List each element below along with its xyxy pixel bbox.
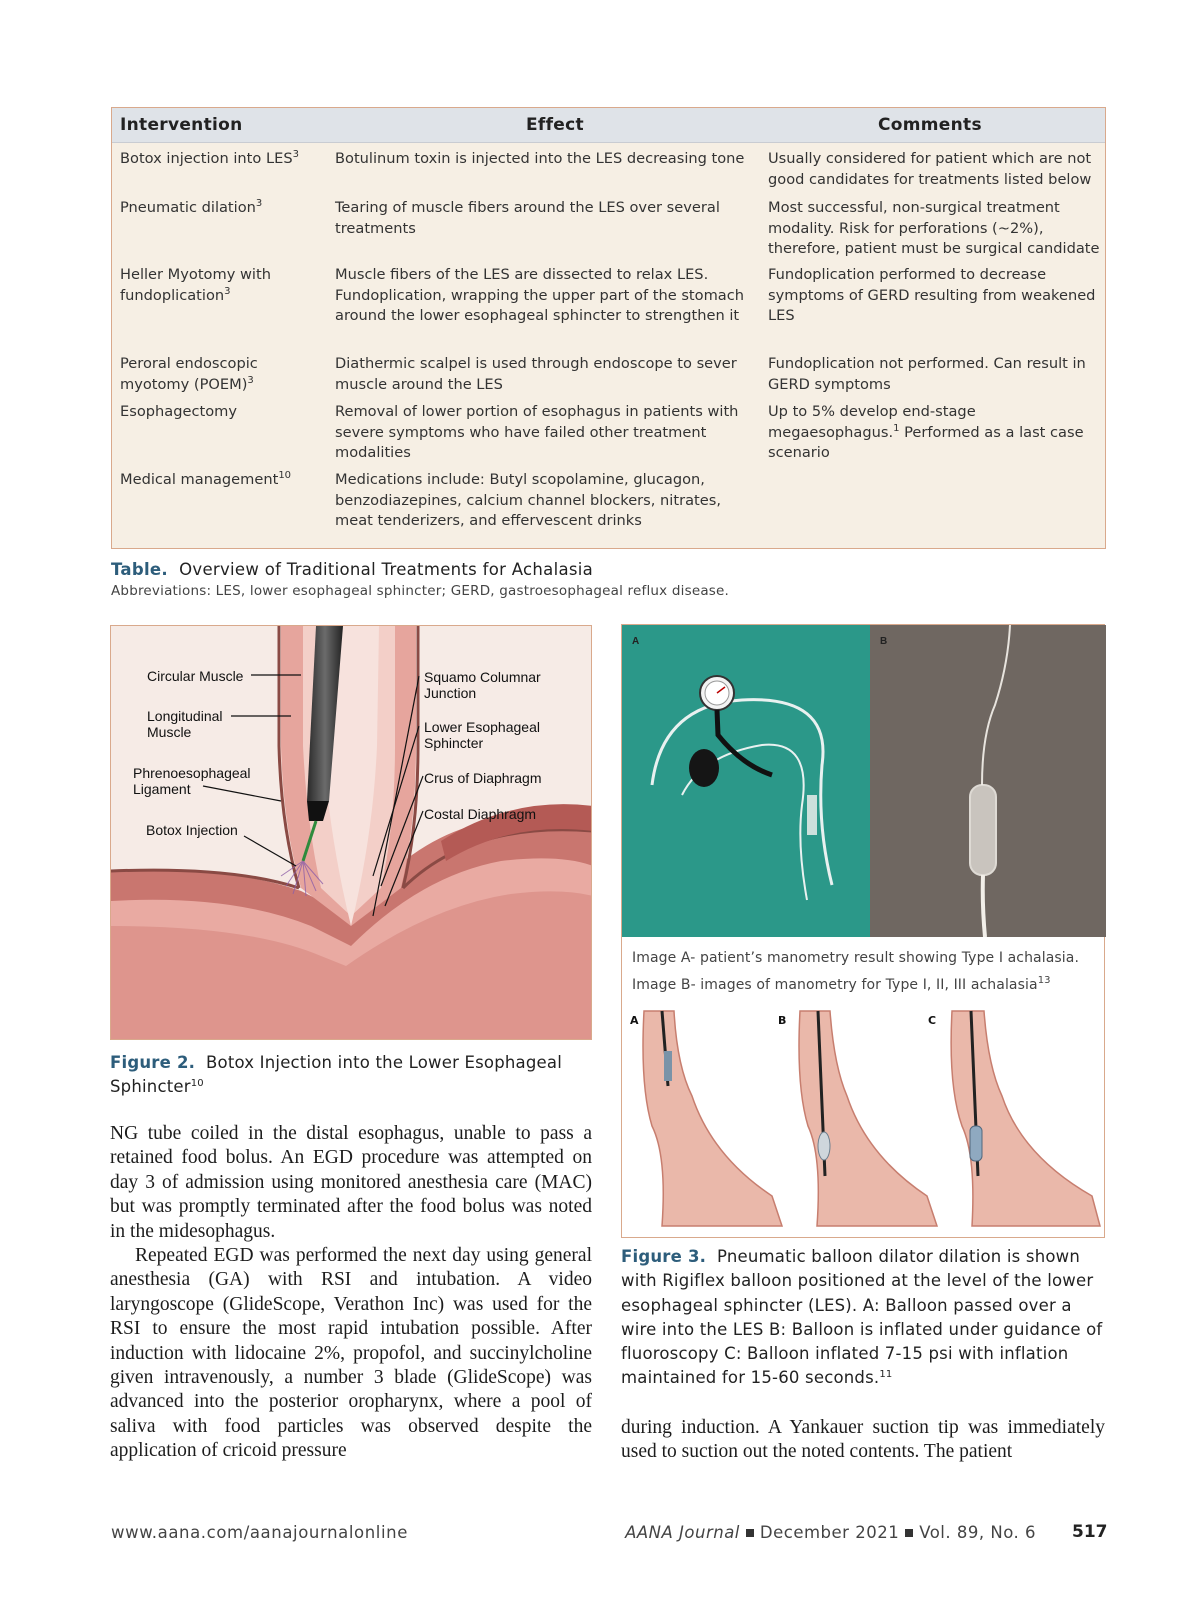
label-crus-of-diaphragm: Crus of Diaphragm (424, 770, 542, 786)
label-longitudinal-muscle: Longitudinal Muscle (147, 708, 223, 740)
header-effect: Effect (526, 115, 584, 135)
reference-superscript: 13 (1037, 975, 1051, 986)
reference-superscript: 3 (292, 149, 299, 160)
image-a-caption: Image A- patient’s manometry result showing Type I achalasia. (632, 950, 1080, 966)
figure-3 (621, 624, 1105, 1238)
caption-label: Figure 3. (621, 1247, 707, 1266)
footer-url-link[interactable]: www.aana.com/aanajournalonline (111, 1523, 408, 1542)
cell-intervention: Botox injection into LES (120, 150, 293, 167)
body-text-right-column (621, 1416, 1105, 1465)
cell-effect: Diathermic scalpel is used through endoscope to sever muscle around the LES (335, 355, 737, 393)
caption-text: Pneumatic balloon dilator dilation is shown with Rigiflex balloon positioned at the level of the lower esophageal sphincter (LES). A: Balloon passed over a wire into the LES B: Balloon is inflated under guidance of fluoroscopy C: Balloon inflated 7-15 psi with inflation maintained for 15-60 seconds. (621, 1247, 1103, 1388)
sequence-letter-a: A (630, 1014, 639, 1027)
footer-journal-info (625, 1523, 1036, 1542)
cell-intervention: Esophagectomy (120, 403, 237, 420)
photo-b-letter: B (880, 636, 888, 647)
manometry-device-drawing (622, 625, 870, 937)
label-lower-esophageal-sphincter: Lower Esophageal Sphincter (424, 719, 540, 751)
label-phrenoesophageal-ligament: Phrenoesophageal Ligament (133, 765, 251, 797)
cell-comments: Most successful, non-surgical treatment modality. Risk for perforations (~2%), therefore, patient must be surgical candidate (768, 199, 1100, 257)
journal-name: AANA Journal (625, 1523, 740, 1542)
reference-superscript: 3 (255, 198, 263, 209)
balloon-catheter-drawing (870, 625, 1106, 937)
photo-a-letter: A (632, 636, 640, 647)
cell-effect: Muscle fibers of the LES are dissected to relax LES. Fundoplication, wrapping the upper part of the stomach around the lower esophageal sphincter to strengthen it (335, 266, 745, 324)
cell-comments: Fundoplication performed to decrease symptoms of GERD resulting from weakened LES (768, 266, 1096, 324)
separator-square-icon (905, 1529, 913, 1537)
sequence-letter-b: B (778, 1014, 787, 1027)
sequence-panel-b (778, 1011, 937, 1226)
sequence-letter-c: C (928, 1014, 937, 1027)
paragraph: Repeated EGD was performed the next day using general anesthesia (GA) with RSI and intubation. A video laryngoscope (GlideScope, Verathon Inc) was used for the RSI to ensure the most rapid intubation possible. After induction with lidocaine 2%, propofol, and succinylcholine given intravenously, a number 3 blade (GlideScope) was advanced into the posterior oropharynx, where a pool of saliva with food particles was observed despite the application of cricoid pressure (110, 1245, 592, 1462)
photo-a-manometry-device (622, 625, 870, 937)
cell-intervention: Peroral endoscopic myotomy (POEM) (120, 355, 258, 393)
label-circular-muscle: Circular Muscle (147, 668, 244, 684)
header-comments: Comments (878, 115, 982, 135)
reference-superscript: 3 (224, 285, 231, 297)
figure-2-illustration (110, 625, 592, 1040)
figure-2-caption (110, 1051, 590, 1099)
cell-comments: Up to 5% develop end-stage megaesophagus.$^1$ Performed as a last case scenario (768, 403, 1084, 461)
cell-intervention: Medical management (120, 471, 279, 488)
paragraph: during induction. A Yankauer suction tip was immediately used to suction out the noted contents. The patient (621, 1417, 1105, 1463)
label-botox-injection: Botox Injection (146, 822, 238, 838)
label-squamo-columnar-junction: Squamo Columnar Junction (424, 669, 541, 701)
separator-square-icon (746, 1529, 754, 1537)
header-intervention: Intervention (120, 115, 243, 135)
label-costal-diaphragm: Costal Diaphragm (424, 806, 537, 822)
table-abbreviations: Abbreviations: LES, lower esophageal sphincter; GERD, gastroesophageal reflux disease. (111, 583, 730, 599)
cell-comments: Fundoplication not performed. Can result in GERD symptoms (768, 355, 1086, 393)
reference-superscript: 3 (247, 374, 254, 386)
cell-effect: Medications include: Butyl scopolamine, glucagon, benzodiazepines, calcium channel blockers, nitrates, meat tenderizers, and effervescent drinks (335, 471, 721, 529)
cell-effect: Botulinum toxin is injected into the LES decreasing tone (335, 150, 745, 167)
paragraph: NG tube coiled in the distal esophagus, unable to pass a retained food bolus. An EGD procedure was attempted on day 3 of admission using monitored anesthesia care (MAC) but was promptly terminated after the food bolus was noted in the midesophagus. (110, 1123, 592, 1242)
caption-text: Overview of Traditional Treatments for Achalasia (179, 560, 594, 579)
image-b-caption: Image B- images of manometry for Type I, II, III achalasia$^{13}$ (632, 975, 1051, 993)
sequence-panel-a (630, 1011, 782, 1226)
cell-effect: Removal of lower portion of esophagus in patients with severe symptoms who have failed other treatment modalities (335, 403, 739, 461)
reference-superscript: 10 (278, 470, 292, 481)
cell-intervention: Pneumatic dilation (120, 199, 256, 216)
figure-3-caption (621, 1245, 1105, 1391)
body-text-left-column (110, 1122, 592, 1464)
caption-label: Figure 2. (110, 1053, 196, 1072)
caption-text: Botox Injection into the Lower Esophageal Sphincter (110, 1053, 562, 1096)
photo-b-balloon-catheter (870, 625, 1106, 937)
table-header (112, 108, 1105, 143)
cell-intervention: Heller Myotomy with fundoplication (120, 266, 271, 304)
page-number: 517 (1072, 1522, 1108, 1542)
issue-date: December 2021 (759, 1523, 900, 1542)
cell-comments: Usually considered for patient which are not good candidates for treatments listed below (768, 150, 1092, 188)
reference-superscript: 1 (893, 422, 900, 434)
reference-superscript: 10 (190, 1078, 204, 1089)
volume-number: Vol. 89, No. 6 (919, 1523, 1036, 1542)
table-caption (111, 560, 593, 579)
caption-label: Table. (111, 560, 168, 579)
sequence-panel-c (928, 1011, 1100, 1226)
reference-superscript: 11 (879, 1369, 893, 1381)
balloon-dilation-sequence (622, 1006, 1106, 1238)
treatment-table (111, 107, 1106, 549)
cell-effect: Tearing of muscle fibers around the LES over several treatments (335, 199, 720, 237)
